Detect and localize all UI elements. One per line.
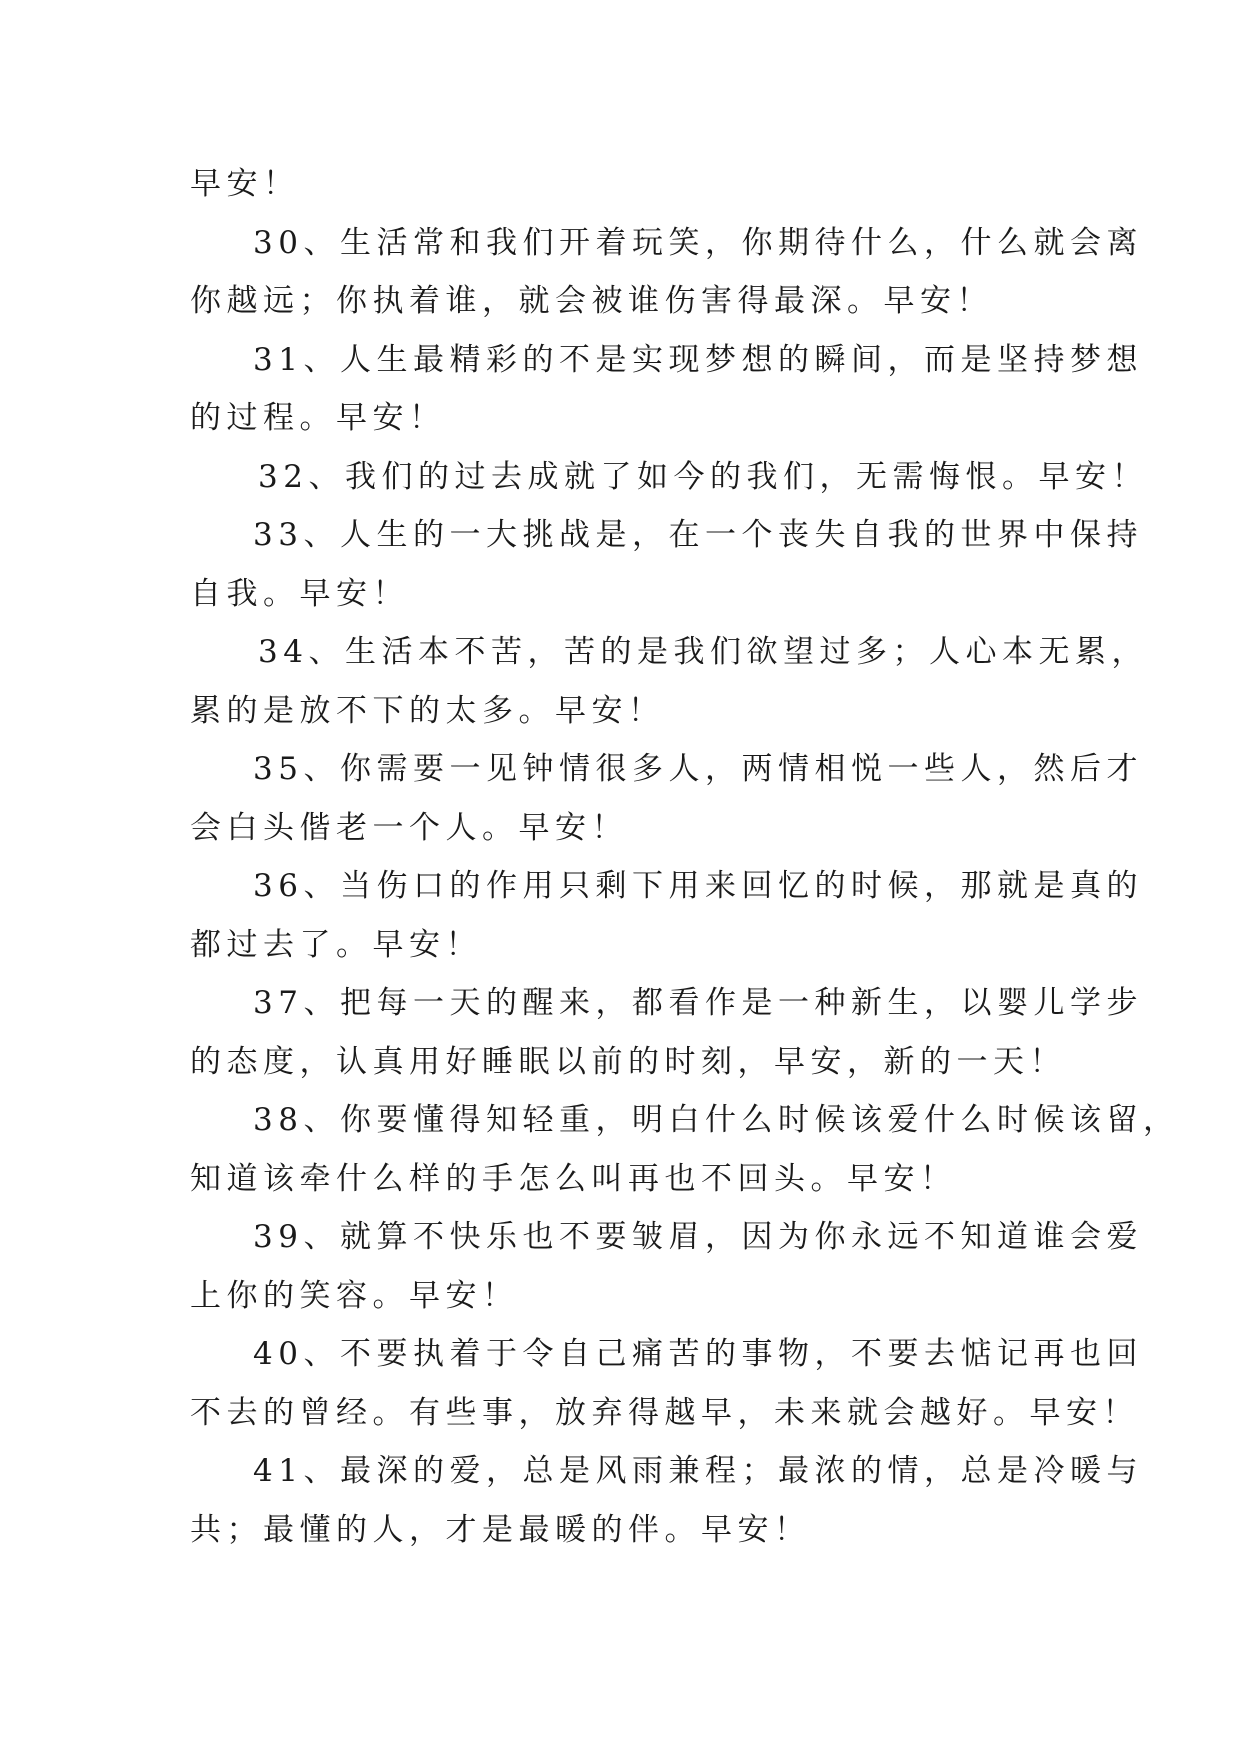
- paragraph-41-line-2: 共；最懂的人，才是最暖的伴。早安！: [190, 1512, 811, 1548]
- paragraph-33-line-1: 33、人生的一大挑战是，在一个丧失自我的世界中保持: [253, 517, 1143, 553]
- paragraph-36-line-1: 36、当伤口的作用只剩下用来回忆的时候，那就是真的: [253, 868, 1143, 904]
- paragraph-37-line-1: 37、把每一天的醒来，都看作是一种新生，以婴儿学步: [253, 985, 1143, 1021]
- paragraph-35-line-1: 35、你需要一见钟情很多人，两情相悦一些人，然后才: [253, 751, 1143, 787]
- paragraph-41-line-1: 41、最深的爱，总是风雨兼程；最浓的情，总是冷暖与: [253, 1453, 1143, 1489]
- paragraph-38-line-1: 38、你要懂得知轻重，明白什么时候该爱什么时候该留，: [253, 1102, 1180, 1138]
- paragraph-32-line-1: 32、我们的过去成就了如今的我们，无需悔恨。早安！: [258, 459, 1148, 495]
- paragraph-39-line-1: 39、就算不快乐也不要皱眉，因为你永远不知道谁会爱: [253, 1219, 1143, 1255]
- paragraph-34-line-1: 34、生活本不苦，苦的是我们欲望过多；人心本无累，: [258, 634, 1148, 670]
- paragraph-33-line-2: 自我。早安！: [190, 576, 409, 612]
- text-line: 早安！: [190, 166, 300, 202]
- paragraph-35-line-2: 会白头偕老一个人。早安！: [190, 810, 628, 846]
- paragraph-36-line-2: 都过去了。早安！: [190, 927, 482, 963]
- paragraph-40-line-1: 40、不要执着于令自己痛苦的事物，不要去惦记再也回: [253, 1336, 1143, 1372]
- paragraph-40-line-2: 不去的曾经。有些事，放弃得越早，未来就会越好。早安！: [190, 1395, 1139, 1431]
- paragraph-34-line-2: 累的是放不下的太多。早安！: [190, 693, 665, 729]
- paragraph-38-line-2: 知道该牵什么样的手怎么叫再也不回头。早安！: [190, 1161, 957, 1197]
- paragraph-39-line-2: 上你的笑容。早安！: [190, 1278, 519, 1314]
- paragraph-30-line-2: 你越远；你执着谁，就会被谁伤害得最深。早安！: [190, 283, 993, 319]
- paragraph-30-line-1: 30、生活常和我们开着玩笑，你期待什么，什么就会离: [253, 225, 1143, 261]
- paragraph-37-line-2: 的态度，认真用好睡眠以前的时刻，早安，新的一天！: [190, 1044, 1066, 1080]
- paragraph-31-line-2: 的过程。早安！: [190, 400, 446, 436]
- paragraph-31-line-1: 31、人生最精彩的不是实现梦想的瞬间，而是坚持梦想: [253, 342, 1143, 378]
